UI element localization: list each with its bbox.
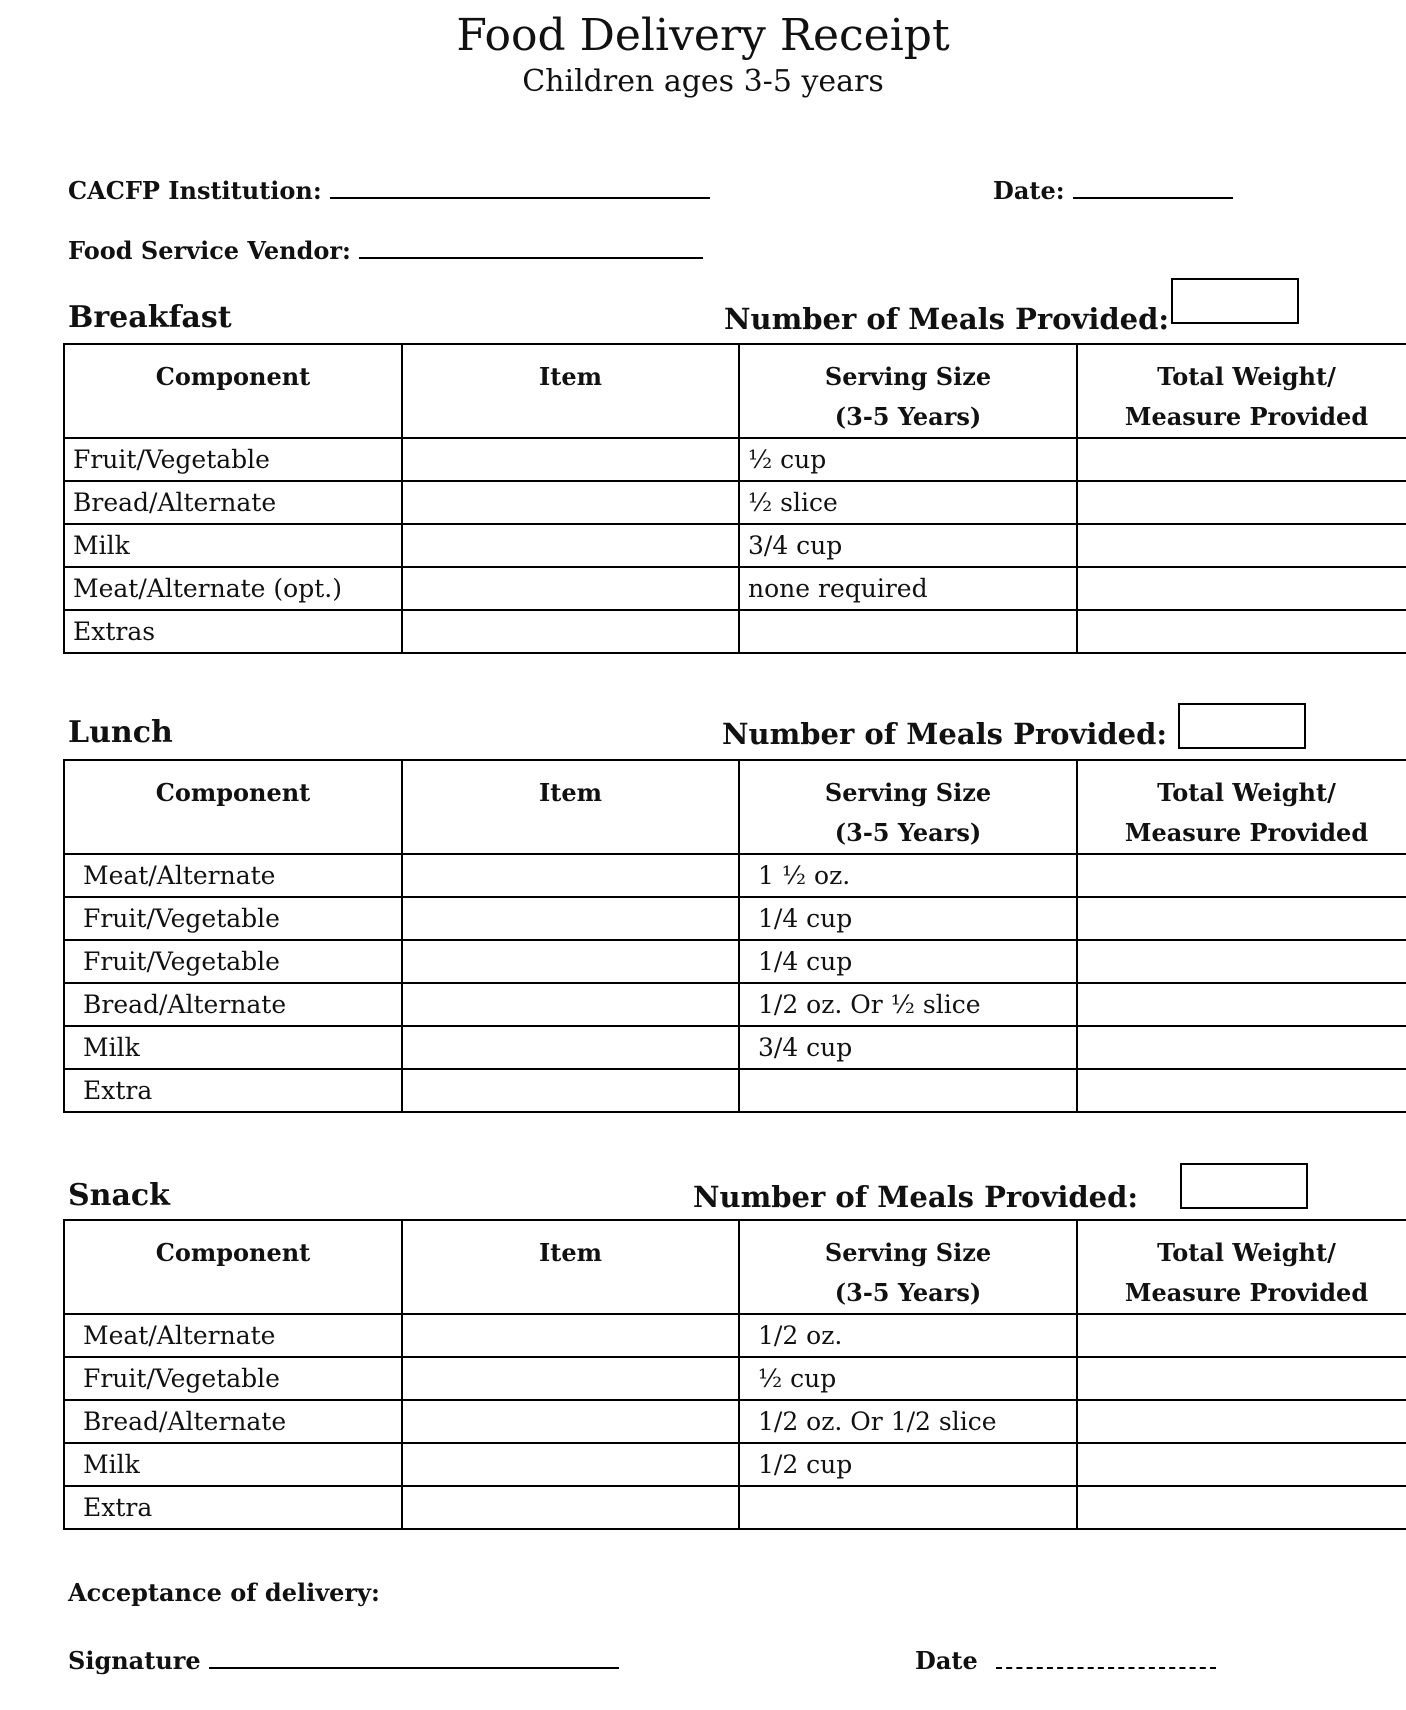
serving-size-header: Serving Size (3-5 Years) bbox=[739, 344, 1077, 438]
component-header: Component bbox=[64, 344, 402, 438]
weight-cell[interactable] bbox=[1077, 1486, 1406, 1529]
serving-cell: ½ cup bbox=[739, 1357, 1077, 1400]
table-row bbox=[64, 567, 1406, 610]
weight-cell[interactable] bbox=[1077, 438, 1406, 481]
table-row bbox=[64, 524, 1406, 567]
item-cell[interactable] bbox=[402, 1026, 739, 1069]
total-weight-header: Total Weight/ Measure Provided bbox=[1077, 760, 1406, 854]
serving-cell bbox=[739, 610, 1077, 653]
item-cell[interactable] bbox=[402, 1069, 739, 1112]
table-row bbox=[64, 983, 1406, 1026]
table-row bbox=[64, 1314, 1406, 1357]
snack-meals-label: Number of Meals Provided: bbox=[693, 1180, 1139, 1214]
component-header: Component bbox=[64, 1220, 402, 1314]
serving-cell: 3/4 cup bbox=[739, 524, 1077, 567]
weight-cell[interactable] bbox=[1077, 1314, 1406, 1357]
breakfast-meals-label: Number of Meals Provided: bbox=[724, 302, 1170, 336]
snack-rows bbox=[64, 1314, 1406, 1529]
snack-table bbox=[63, 1219, 1406, 1530]
item-cell[interactable] bbox=[402, 897, 739, 940]
serving-cell: 1/2 oz. bbox=[739, 1314, 1077, 1357]
weight-cell[interactable] bbox=[1077, 1357, 1406, 1400]
component-cell: Meat/Alternate (opt.) bbox=[64, 567, 402, 610]
signature-label: Signature bbox=[68, 1646, 201, 1675]
footer-date-field bbox=[915, 1646, 1216, 1675]
weight-cell[interactable] bbox=[1077, 1069, 1406, 1112]
weight-cell[interactable] bbox=[1077, 854, 1406, 897]
item-cell[interactable] bbox=[402, 610, 739, 653]
footer-date-input-line[interactable] bbox=[996, 1649, 1216, 1669]
item-header: Item bbox=[402, 760, 739, 854]
institution-label: CACFP Institution: bbox=[68, 176, 322, 205]
footer-date-label: Date bbox=[915, 1646, 978, 1675]
weight-cell[interactable] bbox=[1077, 1443, 1406, 1486]
component-cell: Milk bbox=[64, 1026, 402, 1069]
item-cell[interactable] bbox=[402, 1443, 739, 1486]
item-cell[interactable] bbox=[402, 481, 739, 524]
table-header-row bbox=[64, 344, 1406, 438]
institution-field bbox=[68, 176, 710, 205]
table-row bbox=[64, 610, 1406, 653]
serving-cell: 1/4 cup bbox=[739, 897, 1077, 940]
weight-cell[interactable] bbox=[1077, 940, 1406, 983]
lunch-meals-count-box[interactable] bbox=[1178, 703, 1306, 749]
table-row bbox=[64, 1069, 1406, 1112]
table-row bbox=[64, 897, 1406, 940]
vendor-field bbox=[68, 236, 703, 265]
serving-cell: 1/2 cup bbox=[739, 1443, 1077, 1486]
item-cell[interactable] bbox=[402, 1357, 739, 1400]
item-cell[interactable] bbox=[402, 1314, 739, 1357]
lunch-rows bbox=[64, 854, 1406, 1112]
table-row bbox=[64, 1026, 1406, 1069]
institution-input-line[interactable] bbox=[330, 179, 710, 199]
item-header: Item bbox=[402, 344, 739, 438]
snack-meals-count-box[interactable] bbox=[1180, 1163, 1308, 1209]
signature-field bbox=[68, 1646, 619, 1675]
component-cell: Meat/Alternate bbox=[64, 1314, 402, 1357]
acceptance-label: Acceptance of delivery: bbox=[68, 1578, 380, 1607]
item-header: Item bbox=[402, 1220, 739, 1314]
lunch-table bbox=[63, 759, 1406, 1113]
component-cell: Bread/Alternate bbox=[64, 1400, 402, 1443]
table-row bbox=[64, 1357, 1406, 1400]
table-row bbox=[64, 1400, 1406, 1443]
signature-input-line[interactable] bbox=[209, 1649, 619, 1669]
serving-size-header: Serving Size (3-5 Years) bbox=[739, 760, 1077, 854]
item-cell[interactable] bbox=[402, 983, 739, 1026]
weight-cell[interactable] bbox=[1077, 567, 1406, 610]
item-cell[interactable] bbox=[402, 1400, 739, 1443]
component-cell: Fruit/Vegetable bbox=[64, 897, 402, 940]
serving-cell: 1/4 cup bbox=[739, 940, 1077, 983]
table-header-row bbox=[64, 760, 1406, 854]
table-row bbox=[64, 438, 1406, 481]
serving-cell: ½ cup bbox=[739, 438, 1077, 481]
serving-cell: 1 ½ oz. bbox=[739, 854, 1077, 897]
item-cell[interactable] bbox=[402, 524, 739, 567]
serving-cell: 1/2 oz. Or ½ slice bbox=[739, 983, 1077, 1026]
weight-cell[interactable] bbox=[1077, 524, 1406, 567]
item-cell[interactable] bbox=[402, 1486, 739, 1529]
serving-cell bbox=[739, 1486, 1077, 1529]
item-cell[interactable] bbox=[402, 854, 739, 897]
table-row bbox=[64, 854, 1406, 897]
breakfast-meals-count-box[interactable] bbox=[1171, 278, 1299, 324]
breakfast-rows bbox=[64, 438, 1406, 653]
component-cell: Extra bbox=[64, 1069, 402, 1112]
table-row bbox=[64, 1486, 1406, 1529]
vendor-input-line[interactable] bbox=[359, 239, 703, 259]
table-row bbox=[64, 481, 1406, 524]
component-cell: Extra bbox=[64, 1486, 402, 1529]
component-cell: Extras bbox=[64, 610, 402, 653]
total-weight-header: Total Weight/ Measure Provided bbox=[1077, 344, 1406, 438]
total-weight-header: Total Weight/ Measure Provided bbox=[1077, 1220, 1406, 1314]
component-cell: Milk bbox=[64, 524, 402, 567]
component-cell: Fruit/Vegetable bbox=[64, 1357, 402, 1400]
serving-size-header: Serving Size (3-5 Years) bbox=[739, 1220, 1077, 1314]
date-label: Date: bbox=[993, 176, 1065, 205]
component-cell: Bread/Alternate bbox=[64, 481, 402, 524]
serving-cell: none required bbox=[739, 567, 1077, 610]
weight-cell[interactable] bbox=[1077, 1400, 1406, 1443]
weight-cell[interactable] bbox=[1077, 481, 1406, 524]
table-header-row bbox=[64, 1220, 1406, 1314]
breakfast-table bbox=[63, 343, 1406, 654]
serving-cell: 3/4 cup bbox=[739, 1026, 1077, 1069]
serving-cell bbox=[739, 1069, 1077, 1112]
date-field bbox=[993, 176, 1233, 205]
component-cell: Fruit/Vegetable bbox=[64, 438, 402, 481]
component-cell: Fruit/Vegetable bbox=[64, 940, 402, 983]
date-input-line[interactable] bbox=[1073, 179, 1233, 199]
page-title: Food Delivery Receipt bbox=[456, 10, 950, 61]
component-cell: Milk bbox=[64, 1443, 402, 1486]
table-row bbox=[64, 1443, 1406, 1486]
serving-cell: ½ slice bbox=[739, 481, 1077, 524]
serving-cell: 1/2 oz. Or 1/2 slice bbox=[739, 1400, 1077, 1443]
weight-cell[interactable] bbox=[1077, 610, 1406, 653]
item-cell[interactable] bbox=[402, 567, 739, 610]
component-cell: Meat/Alternate bbox=[64, 854, 402, 897]
item-cell[interactable] bbox=[402, 438, 739, 481]
component-cell: Bread/Alternate bbox=[64, 983, 402, 1026]
page-subtitle: Children ages 3-5 years bbox=[522, 64, 884, 99]
snack-title: Snack bbox=[68, 1178, 170, 1213]
component-header: Component bbox=[64, 760, 402, 854]
vendor-label: Food Service Vendor: bbox=[68, 236, 351, 265]
weight-cell[interactable] bbox=[1077, 897, 1406, 940]
weight-cell[interactable] bbox=[1077, 1026, 1406, 1069]
weight-cell[interactable] bbox=[1077, 983, 1406, 1026]
table-row bbox=[64, 940, 1406, 983]
lunch-meals-label: Number of Meals Provided: bbox=[722, 717, 1168, 751]
item-cell[interactable] bbox=[402, 940, 739, 983]
lunch-title: Lunch bbox=[68, 715, 173, 750]
breakfast-title: Breakfast bbox=[68, 300, 232, 335]
